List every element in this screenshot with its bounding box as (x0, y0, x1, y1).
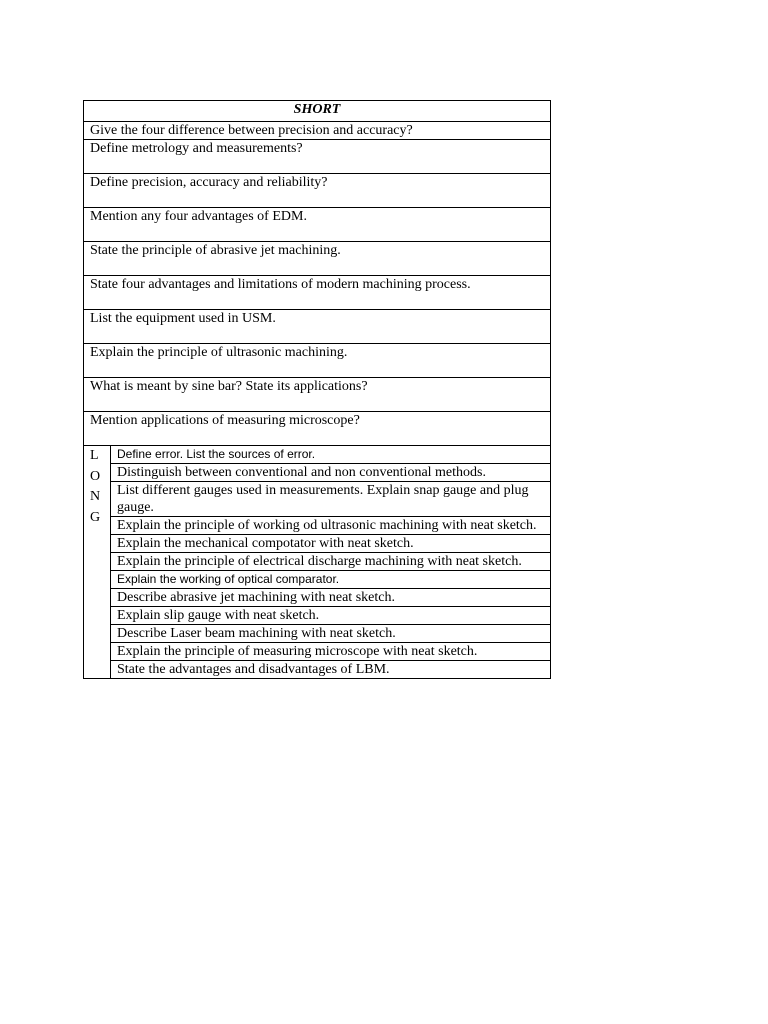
long-question: Explain the principle of working od ultrasonic machining with neat sketch. (111, 517, 551, 535)
long-question-row (84, 517, 551, 535)
long-question-row (84, 589, 551, 607)
long-letter: L (90, 448, 99, 463)
long-question-row (84, 643, 551, 661)
short-question: Define precision, accuracy and reliability? (84, 174, 551, 208)
long-letter: N (90, 489, 101, 504)
long-question: Explain the working of optical comparator. (111, 571, 551, 589)
long-section-label (84, 446, 111, 679)
short-section-title: SHORT (84, 101, 551, 122)
short-question-row (84, 310, 551, 344)
long-question: Explain the principle of electrical discharge machining with neat sketch. (111, 553, 551, 571)
long-question: State the advantages and disadvantages of LBM. (111, 661, 551, 679)
short-question-row (84, 344, 551, 378)
long-question: Distinguish between conventional and non conventional methods. (111, 464, 551, 482)
short-question-row (84, 122, 551, 140)
short-question: List the equipment used in USM. (84, 310, 551, 344)
long-question: Explain the mechanical compotator with neat sketch. (111, 535, 551, 553)
short-question: State four advantages and limitations of modern machining process. (84, 276, 551, 310)
short-question: Mention applications of measuring microscope? (84, 412, 551, 446)
long-question: Describe Laser beam machining with neat sketch. (111, 625, 551, 643)
short-question: Give the four difference between precision and accuracy? (84, 122, 551, 140)
short-question-row (84, 140, 551, 174)
long-letter: G (90, 509, 101, 525)
long-question-row (84, 535, 551, 553)
short-question: Explain the principle of ultrasonic machining. (84, 344, 551, 378)
long-question-row (84, 625, 551, 643)
short-question-row (84, 242, 551, 276)
long-letter: O (90, 468, 101, 484)
short-question-row (84, 174, 551, 208)
short-question: Define metrology and measurements? (84, 140, 551, 174)
short-question-row (84, 208, 551, 242)
short-question: State the principle of abrasive jet machining. (84, 242, 551, 276)
question-table (83, 100, 551, 679)
long-question: List different gauges used in measurements. Explain snap gauge and plug gauge. (111, 482, 551, 517)
short-question-row (84, 276, 551, 310)
short-header-row (84, 101, 551, 122)
long-question: Explain slip gauge with neat sketch. (111, 607, 551, 625)
long-question-row (84, 446, 551, 464)
long-question-row (84, 571, 551, 589)
short-question-row (84, 412, 551, 446)
long-question: Describe abrasive jet machining with neat sketch. (111, 589, 551, 607)
long-question-row (84, 607, 551, 625)
short-question: Mention any four advantages of EDM. (84, 208, 551, 242)
long-question-row (84, 661, 551, 679)
short-question: What is meant by sine bar? State its applications? (84, 378, 551, 412)
short-question-row (84, 378, 551, 412)
long-question: Explain the principle of measuring microscope with neat sketch. (111, 643, 551, 661)
long-question-row (84, 464, 551, 482)
long-question-row (84, 482, 551, 517)
long-question-row (84, 553, 551, 571)
long-question: Define error. List the sources of error. (111, 446, 551, 464)
